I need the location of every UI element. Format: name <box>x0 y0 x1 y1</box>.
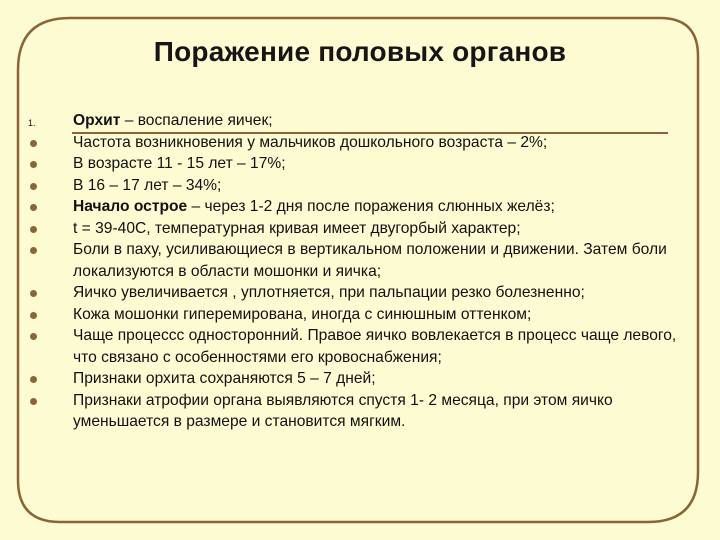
list-item <box>28 239 698 282</box>
bullet-dot-icon <box>28 218 48 240</box>
bullet-dot-icon <box>28 304 48 326</box>
item-text: Кожа мошонки гиперемирована, иногда с синюшным оттенком; <box>73 305 532 323</box>
item-text: – через 1-2 дня после поражения слюнных желёз; <box>187 198 555 215</box>
list-item <box>28 196 698 218</box>
list-item <box>28 304 698 326</box>
item-text: В возрасте 11 - 15 лет – 17%; <box>73 155 286 172</box>
item-text: t = 39-40С, температурная кривая имеет двугорбый характер; <box>73 219 521 237</box>
slide-title: Поражение половых органов <box>153 36 567 67</box>
bullet-dot-icon <box>28 325 48 347</box>
item-text: Чаще процессс односторонний. Правое яичко вовлекается в процесс чаще левого, что связано с особенностями его кровоснабжения; <box>73 327 677 366</box>
list-number: 1. <box>28 118 36 128</box>
item-text: Частота возникновения у мальчиков дошкольного возраста – 2%; <box>73 133 548 151</box>
item-term: Начало острое <box>73 198 188 215</box>
item-text: Признаки атрофии органа выявляются спустя 1- 2 месяца, при этом яичко уменьшается в размере и становится мягким. <box>73 391 613 430</box>
item-text: – воспаление яичек; <box>120 112 273 129</box>
list-item <box>28 390 698 433</box>
list-item <box>28 110 698 132</box>
list-item <box>28 368 698 390</box>
item-text: Яичко увеличивается , уплотняется, при пальпации резко болезненно; <box>73 284 585 301</box>
bullet-list <box>28 110 698 433</box>
bullet-dot-icon <box>28 175 48 197</box>
bullet-dot-icon <box>28 196 48 218</box>
list-item <box>28 132 698 154</box>
list-item <box>28 325 698 368</box>
item-text: В 16 – 17 лет – 34%; <box>73 176 222 194</box>
bullet-dot-icon <box>28 153 48 175</box>
item-term: Орхит <box>73 112 121 129</box>
list-item <box>28 282 698 304</box>
bullet-dot-icon <box>28 132 48 154</box>
bullet-dot-icon <box>28 368 48 390</box>
bullet-dot-icon <box>28 282 48 304</box>
list-item <box>28 153 698 175</box>
list-item <box>28 175 698 197</box>
item-text: Боли в паху, усиливающиеся в вертикальном положении и движении. Затем боли локализуются в области мошонки и яичка; <box>73 241 667 280</box>
bullet-dot-icon <box>28 239 48 261</box>
item-text: Признаки орхита сохраняются 5 – 7 дней; <box>73 370 376 387</box>
bullet-dot-icon <box>28 390 48 412</box>
list-item <box>28 218 698 240</box>
